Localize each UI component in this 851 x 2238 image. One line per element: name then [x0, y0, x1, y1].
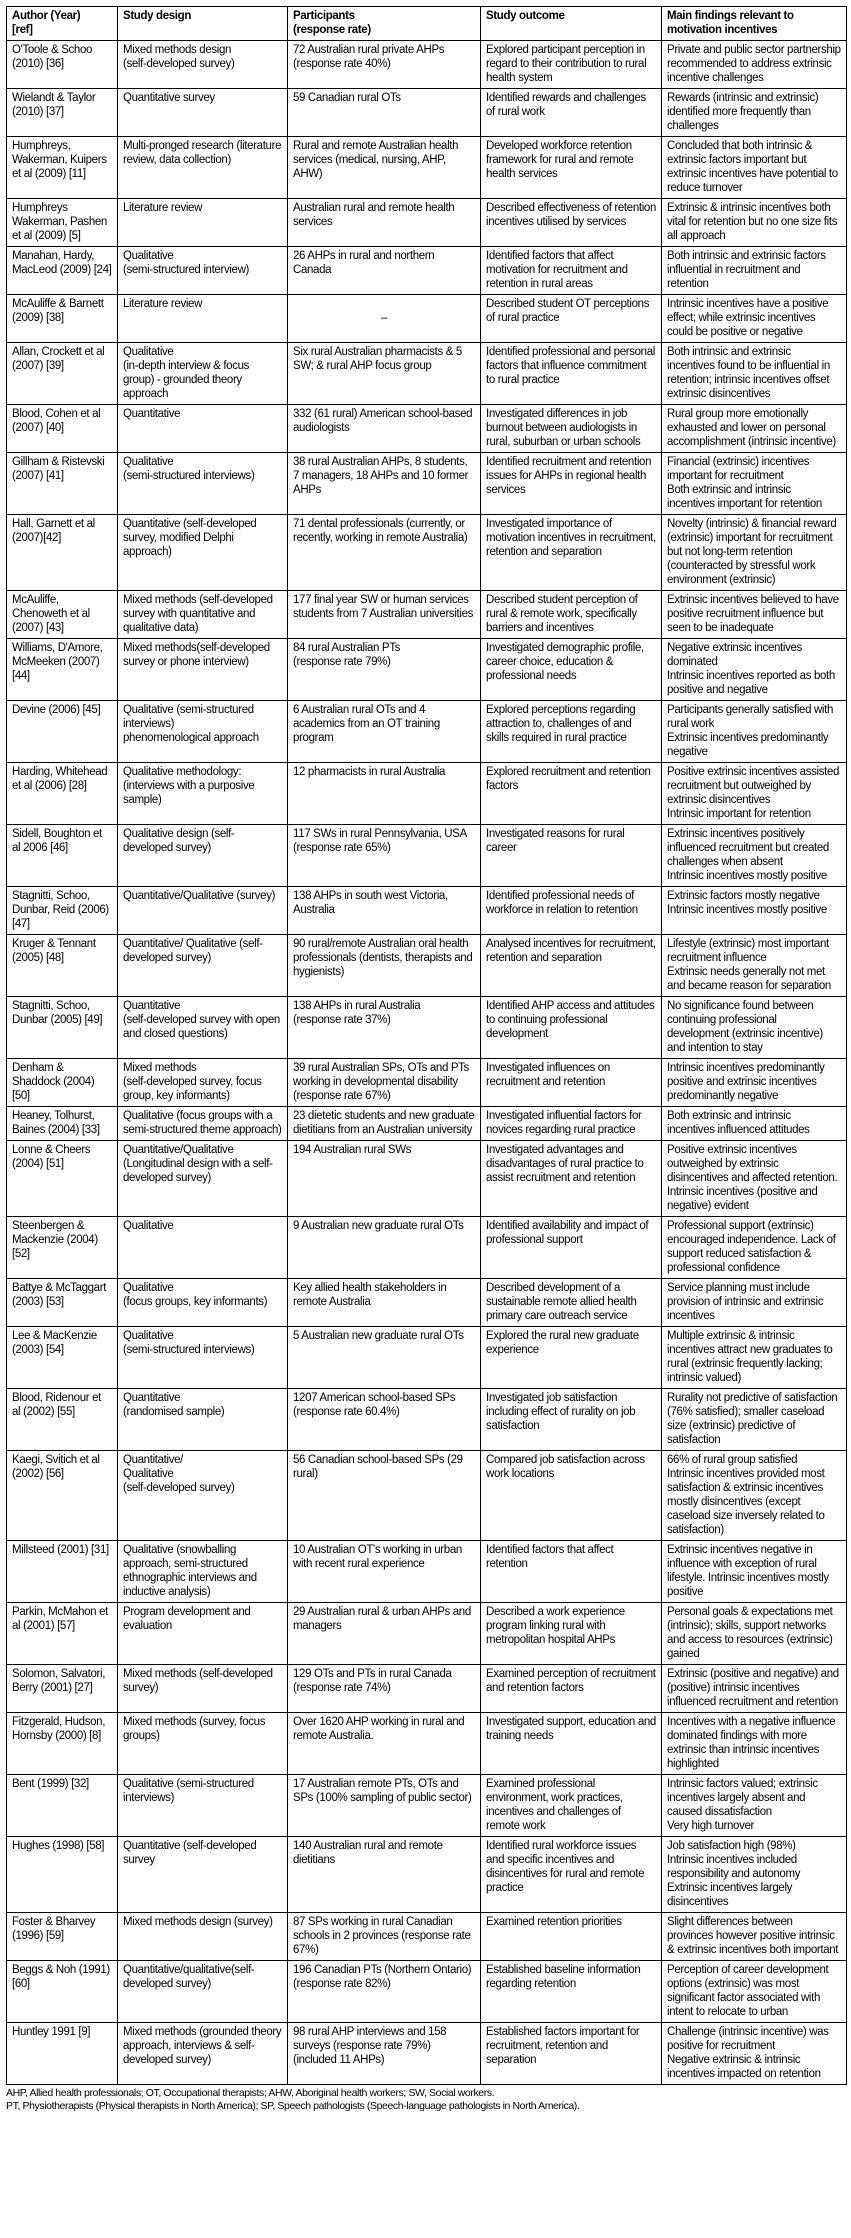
cell-author-year: McAuliffe, Chenoweth et al (2007) [43]	[7, 591, 118, 639]
cell-study-outcome: Examined perception of recruitment and retention factors	[481, 1665, 662, 1713]
cell-study-design: Mixed methods(self-developed survey or phone interview)	[118, 639, 288, 701]
cell-participants: Key allied health stakeholders in remote Australia	[288, 1279, 481, 1327]
cell-study-design: Qualitative design (self-developed survey)	[118, 825, 288, 887]
cell-study-design: Mixed methods (self-developed survey, focus group, key informants)	[118, 1059, 288, 1107]
table-row	[7, 1389, 847, 1451]
cell-main-findings: Challenge (intrinsic incentive) was positive for recruitment Negative extrinsic & intrinsic incentives impacted on retention	[662, 2023, 847, 2085]
table-row	[7, 1279, 847, 1327]
cell-participants: 56 Canadian school-based SPs (29 rural)	[288, 1451, 481, 1541]
header-study-outcome: Study outcome	[481, 7, 662, 41]
cell-study-outcome: Examined retention priorities	[481, 1913, 662, 1961]
cell-study-outcome: Investigated support, education and training needs	[481, 1713, 662, 1775]
cell-study-design: Quantitative/ Qualitative (self-developed survey)	[118, 935, 288, 997]
header-study-design: Study design	[118, 7, 288, 41]
cell-main-findings: Intrinsic incentives predominantly positive and extrinsic incentives predominantly negative	[662, 1059, 847, 1107]
cell-author-year: Sidell, Boughton et al 2006 [46]	[7, 825, 118, 887]
cell-study-design: Qualitative (focus groups, key informants)	[118, 1279, 288, 1327]
cell-main-findings: Perception of career development options (extrinsic) was most significant factor associated with intent to relocate to urban	[662, 1961, 847, 2023]
cell-participants: Australian rural and remote health services	[288, 199, 481, 247]
cell-study-outcome: Identified AHP access and attitudes to continuing professional development	[481, 997, 662, 1059]
cell-main-findings: Personal goals & expectations met (intrinsic); skills, support networks and access to resources (extrinsic) gained	[662, 1603, 847, 1665]
cell-study-design: Quantitative (randomised sample)	[118, 1389, 288, 1451]
cell-participants: 59 Canadian rural OTs	[288, 89, 481, 137]
cell-participants: Over 1620 AHP working in rural and remote Australia.	[288, 1713, 481, 1775]
cell-study-outcome: Compared job satisfaction across work locations	[481, 1451, 662, 1541]
header-main-findings: Main findings relevant to motivation incentives	[662, 7, 847, 41]
header-participants: Participants (response rate)	[288, 7, 481, 41]
cell-participants: 1207 American school-based SPs (response rate 60.4%)	[288, 1389, 481, 1451]
table-row	[7, 887, 847, 935]
table-row	[7, 1451, 847, 1541]
cell-study-outcome: Examined professional environment, work practices, incentives and challenges of remote work	[481, 1775, 662, 1837]
table-row	[7, 1107, 847, 1141]
cell-author-year: Parkin, McMahon et al (2001) [57]	[7, 1603, 118, 1665]
table-row	[7, 1141, 847, 1217]
cell-study-outcome: Described development of a sustainable remote allied health primary care outreach service	[481, 1279, 662, 1327]
cell-study-outcome: Explored the rural new graduate experience	[481, 1327, 662, 1389]
table-row	[7, 41, 847, 89]
table-row	[7, 1775, 847, 1837]
cell-author-year: Hall, Garnett et al (2007)[42]	[7, 515, 118, 591]
cell-main-findings: Extrinsic incentives negative in influence with exception of rural lifestyle. Intrinsic incentives mostly positive	[662, 1541, 847, 1603]
cell-study-design: Qualitative (semi-structured interviews) phenomenological approach	[118, 701, 288, 763]
cell-study-outcome: Identified rewards and challenges of rural work	[481, 89, 662, 137]
cell-author-year: Humphreys, Wakerman, Kuipers et al (2009) [11]	[7, 137, 118, 199]
table-row	[7, 639, 847, 701]
cell-study-outcome: Investigated advantages and disadvantages of rural practice to assist recruitment and retention	[481, 1141, 662, 1217]
cell-study-outcome: Investigated influences on recruitment and retention	[481, 1059, 662, 1107]
cell-participants: 12 pharmacists in rural Australia	[288, 763, 481, 825]
table-row	[7, 137, 847, 199]
cell-study-design: Quantitative survey	[118, 89, 288, 137]
footnote-line: PT, Physiotherapists (Physical therapists in North America); SP, Speech pathologists (Speech-language pathologists in North America).	[6, 2100, 580, 2112]
cell-study-outcome: Described student perception of rural & remote work, specifically barriers and incentives	[481, 591, 662, 639]
table-row	[7, 343, 847, 405]
header-author-year: Author (Year) [ref]	[7, 7, 118, 41]
cell-study-design: Literature review	[118, 199, 288, 247]
cell-main-findings: Novelty (intrinsic) & financial reward (extrinsic) important for recruitment but not long-term retention (counteracted by stressful work environment (extrinsic)	[662, 515, 847, 591]
cell-main-findings: Slight differences between provinces however positive intrinsic & extrinsic incentives both important	[662, 1913, 847, 1961]
cell-author-year: Lee & MacKenzie (2003) [54]	[7, 1327, 118, 1389]
table-row	[7, 2023, 847, 2085]
cell-author-year: Blood, Cohen et al (2007) [40]	[7, 405, 118, 453]
table-row	[7, 1541, 847, 1603]
cell-main-findings: Both intrinsic and extrinsic factors influential in recruitment and retention	[662, 247, 847, 295]
cell-participants: Rural and remote Australian health services (medical, nursing, AHP, AHW)	[288, 137, 481, 199]
cell-participants: 87 SPs working in rural Canadian schools in 2 provinces (response rate 67%)	[288, 1913, 481, 1961]
cell-main-findings: Negative extrinsic incentives dominated Intrinsic incentives reported as both positive and negative	[662, 639, 847, 701]
cell-participants: 138 AHPs in rural Australia (response rate 37%)	[288, 997, 481, 1059]
cell-participants: 26 AHPs in rural and northern Canada	[288, 247, 481, 295]
cell-study-design: Quantitative (self-developed survey with open and closed questions)	[118, 997, 288, 1059]
cell-author-year: McAuliffe & Barnett (2009) [38]	[7, 295, 118, 343]
cell-participants: 140 Australian rural and remote dietitians	[288, 1837, 481, 1913]
cell-author-year: Lonne & Cheers (2004) [51]	[7, 1141, 118, 1217]
table-row	[7, 295, 847, 343]
table-footnotes	[6, 2085, 847, 2113]
cell-participants: 39 rural Australian SPs, OTs and PTs working in developmental disability (response rate 67%)	[288, 1059, 481, 1107]
cell-author-year: Kruger & Tennant (2005) [48]	[7, 935, 118, 997]
cell-main-findings: Private and public sector partnership recommended to address extrinsic incentive challenges	[662, 41, 847, 89]
cell-author-year: Kaegi, Svitich et al (2002) [56]	[7, 1451, 118, 1541]
table-row	[7, 1713, 847, 1775]
cell-author-year: Wielandt & Taylor (2010) [37]	[7, 89, 118, 137]
cell-study-outcome: Investigated job satisfaction including effect of rurality on job satisfaction	[481, 1389, 662, 1451]
table-row	[7, 1665, 847, 1713]
table-row	[7, 935, 847, 997]
cell-study-design: Multi-pronged research (literature review, data collection)	[118, 137, 288, 199]
cell-participants: 90 rural/remote Australian oral health professionals (dentists, therapists and hygienists)	[288, 935, 481, 997]
cell-main-findings: Positive extrinsic incentives outweighed by extrinsic disincentives and affected retention. Intrinsic incentives (positive and negative) evident	[662, 1141, 847, 1217]
cell-author-year: Millsteed (2001) [31]	[7, 1541, 118, 1603]
cell-study-design: Quantitative/ Qualitative (self-developed survey)	[118, 1451, 288, 1541]
cell-main-findings: Lifestyle (extrinsic) most important recruitment influence Extrinsic needs generally not met and became reason for separation	[662, 935, 847, 997]
cell-participants: 84 rural Australian PTs (response rate 79%)	[288, 639, 481, 701]
cell-author-year: Fitzgerald, Hudson, Hornsby (2000) [8]	[7, 1713, 118, 1775]
cell-author-year: Denham & Shaddock (2004) [50]	[7, 1059, 118, 1107]
table-row	[7, 199, 847, 247]
cell-participants: 5 Australian new graduate rural OTs	[288, 1327, 481, 1389]
cell-study-outcome: Investigated demographic profile, career choice, education & professional needs	[481, 639, 662, 701]
cell-study-design: Program development and evaluation	[118, 1603, 288, 1665]
cell-study-design: Quantitative/qualitative(self-developed survey)	[118, 1961, 288, 2023]
cell-participants: 10 Australian OT's working in urban with recent rural experience	[288, 1541, 481, 1603]
cell-main-findings: Professional support (extrinsic) encouraged independence. Lack of support reduced satisfaction & professional confidence	[662, 1217, 847, 1279]
cell-author-year: Manahan, Hardy, MacLeod (2009) [24]	[7, 247, 118, 295]
table-row	[7, 1217, 847, 1279]
table-row	[7, 763, 847, 825]
cell-study-outcome: Identified factors that affect motivation for recruitment and retention in rural areas	[481, 247, 662, 295]
cell-author-year: Harding, Whitehead et al (2006) [28]	[7, 763, 118, 825]
cell-author-year: Allan, Crockett et al (2007) [39]	[7, 343, 118, 405]
cell-participants: 129 OTs and PTs in rural Canada (response rate 74%)	[288, 1665, 481, 1713]
cell-participants: 196 Canadian PTs (Northern Ontario) (response rate 82%)	[288, 1961, 481, 2023]
studies-table	[6, 6, 847, 2085]
cell-study-outcome: Identified professional needs of workforce in relation to retention	[481, 887, 662, 935]
cell-participants: 98 rural AHP interviews and 158 surveys (response rate 79%) (included 11 AHPs)	[288, 2023, 481, 2085]
cell-participants: 332 (61 rural) American school-based audiologists	[288, 405, 481, 453]
cell-study-outcome: Established factors important for recruitment, retention and separation	[481, 2023, 662, 2085]
table-body	[7, 41, 847, 2085]
cell-study-outcome: Identified factors that affect retention	[481, 1541, 662, 1603]
cell-study-design: Quantitative/Qualitative (Longitudinal design with a self-developed survey)	[118, 1141, 288, 1217]
cell-author-year: Stagnitti, Schoo, Dunbar (2005) [49]	[7, 997, 118, 1059]
table-row	[7, 453, 847, 515]
cell-study-design: Mixed methods (survey, focus groups)	[118, 1713, 288, 1775]
cell-study-design: Quantitative (self-developed survey	[118, 1837, 288, 1913]
cell-main-findings: Concluded that both intrinsic & extrinsic factors important but extrinsic incentives have potential to reduce turnover	[662, 137, 847, 199]
cell-main-findings: 66% of rural group satisfied Intrinsic incentives provided most satisfaction & extrinsic incentives mostly disincentives (except caseload size inversely related to satisfaction)	[662, 1451, 847, 1541]
cell-main-findings: Multiple extrinsic & intrinsic incentives attract new graduates to rural (extrinsic frequently lacking; intrinsic valued)	[662, 1327, 847, 1389]
table-row	[7, 405, 847, 453]
table-row	[7, 997, 847, 1059]
cell-main-findings: Rurality not predictive of satisfaction (76% satisfied); smaller caseload size (extrinsic) predictive of satisfaction	[662, 1389, 847, 1451]
cell-study-design: Qualitative (semi-structured interviews)	[118, 1775, 288, 1837]
cell-author-year: Heaney, Tolhurst, Baines (2004) [33]	[7, 1107, 118, 1141]
cell-main-findings: Both intrinsic and extrinsic incentives found to be influential in retention; intrinsic incentives offset extrinsic disincentives	[662, 343, 847, 405]
cell-study-design: Qualitative (semi-structured interview)	[118, 247, 288, 295]
cell-study-design: Qualitative (semi-structured interviews)	[118, 453, 288, 515]
cell-author-year: O'Toole & Schoo (2010) [36]	[7, 41, 118, 89]
cell-study-design: Quantitative (self-developed survey, modified Delphi approach)	[118, 515, 288, 591]
cell-participants: 9 Australian new graduate rural OTs	[288, 1217, 481, 1279]
cell-author-year: Solomon, Salvatori, Berry (2001) [27]	[7, 1665, 118, 1713]
table-row	[7, 89, 847, 137]
cell-main-findings: Service planning must include provision of intrinsic and extrinsic incentives	[662, 1279, 847, 1327]
cell-author-year: Williams, D'Amore, McMeeken (2007) [44]	[7, 639, 118, 701]
cell-study-outcome: Investigated importance of motivation incentives in recruitment, retention and separation	[481, 515, 662, 591]
cell-study-outcome: Described a work experience program linking rural with metropolitan hospital AHPs	[481, 1603, 662, 1665]
cell-study-outcome: Identified recruitment and retention issues for AHPs in regional health services	[481, 453, 662, 515]
cell-study-design: Mixed methods (self-developed survey)	[118, 1665, 288, 1713]
cell-main-findings: No significance found between continuing professional development (extrinsic incentive) and intention to stay	[662, 997, 847, 1059]
table-row	[7, 1603, 847, 1665]
cell-main-findings: Extrinsic & intrinsic incentives both vital for retention but no one size fits all approach	[662, 199, 847, 247]
cell-author-year: Bent (1999) [32]	[7, 1775, 118, 1837]
footnote-line: AHP, Allied health professionals; OT, Occupational therapists; AHW, Aboriginal health workers; SW, Social workers.	[6, 2087, 495, 2099]
cell-study-outcome: Identified availability and impact of professional support	[481, 1217, 662, 1279]
cell-study-outcome: Investigated reasons for rural career	[481, 825, 662, 887]
cell-study-outcome: Developed workforce retention framework for rural and remote health services	[481, 137, 662, 199]
cell-study-design: Mixed methods (self-developed survey with quantitative and qualitative data)	[118, 591, 288, 639]
cell-author-year: Hughes (1998) [58]	[7, 1837, 118, 1913]
cell-main-findings: Extrinsic (positive and negative) and (positive) intrinsic incentives influenced recruitment and retention	[662, 1665, 847, 1713]
cell-study-outcome: Explored participant perception in regard to their contribution to rural health system	[481, 41, 662, 89]
table-row	[7, 591, 847, 639]
cell-author-year: Battye & McTaggart (2003) [53]	[7, 1279, 118, 1327]
cell-study-design: Literature review	[118, 295, 288, 343]
cell-study-design: Mixed methods (grounded theory approach, interviews & self-developed survey)	[118, 2023, 288, 2085]
cell-author-year: Steenbergen & Mackenzie (2004) [52]	[7, 1217, 118, 1279]
table-row	[7, 1837, 847, 1913]
cell-participants: 72 Australian rural private AHPs (response rate 40%)	[288, 41, 481, 89]
cell-participants: 38 rural Australian AHPs, 8 students, 7 managers, 18 AHPs and 10 former AHPs	[288, 453, 481, 515]
cell-study-design: Mixed methods design (self-developed survey)	[118, 41, 288, 89]
cell-participants: 17 Australian remote PTs, OTs and SPs (100% sampling of public sector)	[288, 1775, 481, 1837]
cell-study-outcome: Described student OT perceptions of rural practice	[481, 295, 662, 343]
cell-study-design: Mixed methods design (survey)	[118, 1913, 288, 1961]
cell-study-design: Qualitative (focus groups with a semi-structured theme approach)	[118, 1107, 288, 1141]
table-row	[7, 1059, 847, 1107]
cell-study-outcome: Investigated differences in job burnout between audiologists in rural, suburban or urban schools	[481, 405, 662, 453]
cell-author-year: Devine (2006) [45]	[7, 701, 118, 763]
cell-main-findings: Job satisfaction high (98%) Intrinsic incentives included responsibility and autonomy Extrinsic incentives largely disincentives	[662, 1837, 847, 1913]
cell-study-design: Qualitative (snowballing approach, semi-structured ethnographic interviews and inductive analysis)	[118, 1541, 288, 1603]
cell-study-outcome: Identified rural workforce issues and specific incentives and disincentives for rural and remote practice	[481, 1837, 662, 1913]
cell-main-findings: Intrinsic factors valued; extrinsic incentives largely absent and caused dissatisfaction Very high turnover	[662, 1775, 847, 1837]
cell-participants: 23 dietetic students and new graduate dietitians from an Australian university	[288, 1107, 481, 1141]
cell-participants: 177 final year SW or human services students from 7 Australian universities	[288, 591, 481, 639]
cell-author-year: Foster & Bharvey (1996) [59]	[7, 1913, 118, 1961]
cell-study-design: Qualitative (in-depth interview & focus group) - grounded theory approach	[118, 343, 288, 405]
cell-participants: 138 AHPs in south west Victoria, Australia	[288, 887, 481, 935]
cell-participants: 117 SWs in rural Pennsylvania, USA (response rate 65%)	[288, 825, 481, 887]
cell-participants: 29 Australian rural & urban AHPs and managers	[288, 1603, 481, 1665]
table-header-row	[7, 7, 847, 41]
table-row	[7, 515, 847, 591]
table-row	[7, 825, 847, 887]
table-row	[7, 1913, 847, 1961]
cell-author-year: Blood, Ridenour et al (2002) [55]	[7, 1389, 118, 1451]
table-row	[7, 701, 847, 763]
table-row	[7, 1327, 847, 1389]
cell-main-findings: Extrinsic factors mostly negative Intrinsic incentives mostly positive	[662, 887, 847, 935]
cell-main-findings: Incentives with a negative influence dominated findings with more extrinsic than intrinsic incentives highlighted	[662, 1713, 847, 1775]
table-row	[7, 1961, 847, 2023]
table-row	[7, 247, 847, 295]
cell-author-year: Stagnitti, Schoo, Dunbar, Reid (2006) [47]	[7, 887, 118, 935]
cell-study-design: Qualitative (semi-structured interviews)	[118, 1327, 288, 1389]
cell-author-year: Gillham & Ristevski (2007) [41]	[7, 453, 118, 515]
cell-author-year: Beggs & Noh (1991) [60]	[7, 1961, 118, 2023]
cell-study-outcome: Identified professional and personal factors that influence commitment to rural practice	[481, 343, 662, 405]
cell-study-design: Quantitative/Qualitative (survey)	[118, 887, 288, 935]
cell-study-design: Quantitative	[118, 405, 288, 453]
cell-study-design: Qualitative methodology: (interviews with a purposive sample)	[118, 763, 288, 825]
cell-main-findings: Rural group more emotionally exhausted and lower on personal accomplishment (intrinsic incentive)	[662, 405, 847, 453]
cell-study-outcome: Established baseline information regarding retention	[481, 1961, 662, 2023]
cell-study-outcome: Explored recruitment and retention factors	[481, 763, 662, 825]
cell-participants: 194 Australian rural SWs	[288, 1141, 481, 1217]
cell-main-findings: Rewards (intrinsic and extrinsic) identified more frequently than challenges	[662, 89, 847, 137]
cell-study-design: Qualitative	[118, 1217, 288, 1279]
cell-main-findings: Positive extrinsic incentives assisted recruitment but outweighed by extrinsic disincentives Intrinsic important for retention	[662, 763, 847, 825]
cell-participants: 6 Australian rural OTs and 4 academics from an OT training program	[288, 701, 481, 763]
cell-study-outcome: Analysed incentives for recruitment, retention and separation	[481, 935, 662, 997]
cell-participants: –	[288, 295, 481, 343]
cell-main-findings: Both extrinsic and intrinsic incentives influenced attitudes	[662, 1107, 847, 1141]
cell-main-findings: Financial (extrinsic) incentives important for recruitment Both extrinsic and intrinsic incentives important for retention	[662, 453, 847, 515]
cell-main-findings: Intrinsic incentives have a positive effect; while extrinsic incentives could be positive or negative	[662, 295, 847, 343]
cell-main-findings: Extrinsic incentives positively influenced recruitment but created challenges when absent Intrinsic incentives mostly positive	[662, 825, 847, 887]
cell-main-findings: Participants generally satisfied with rural work Extrinsic incentives predominantly negative	[662, 701, 847, 763]
cell-participants: Six rural Australian pharmacists & 5 SW; & rural AHP focus group	[288, 343, 481, 405]
cell-study-outcome: Investigated influential factors for novices regarding rural practice	[481, 1107, 662, 1141]
cell-study-outcome: Explored perceptions regarding attraction to, challenges of and skills required in rural practice	[481, 701, 662, 763]
cell-author-year: Humphreys Wakerman, Pashen et al (2009) [5]	[7, 199, 118, 247]
cell-author-year: Huntley 1991 [9]	[7, 2023, 118, 2085]
cell-main-findings: Extrinsic incentives believed to have positive recruitment influence but seen to be inadequate	[662, 591, 847, 639]
cell-study-outcome: Described effectiveness of retention incentives utilised by services	[481, 199, 662, 247]
cell-participants: 71 dental professionals (currently, or recently, working in remote Australia)	[288, 515, 481, 591]
